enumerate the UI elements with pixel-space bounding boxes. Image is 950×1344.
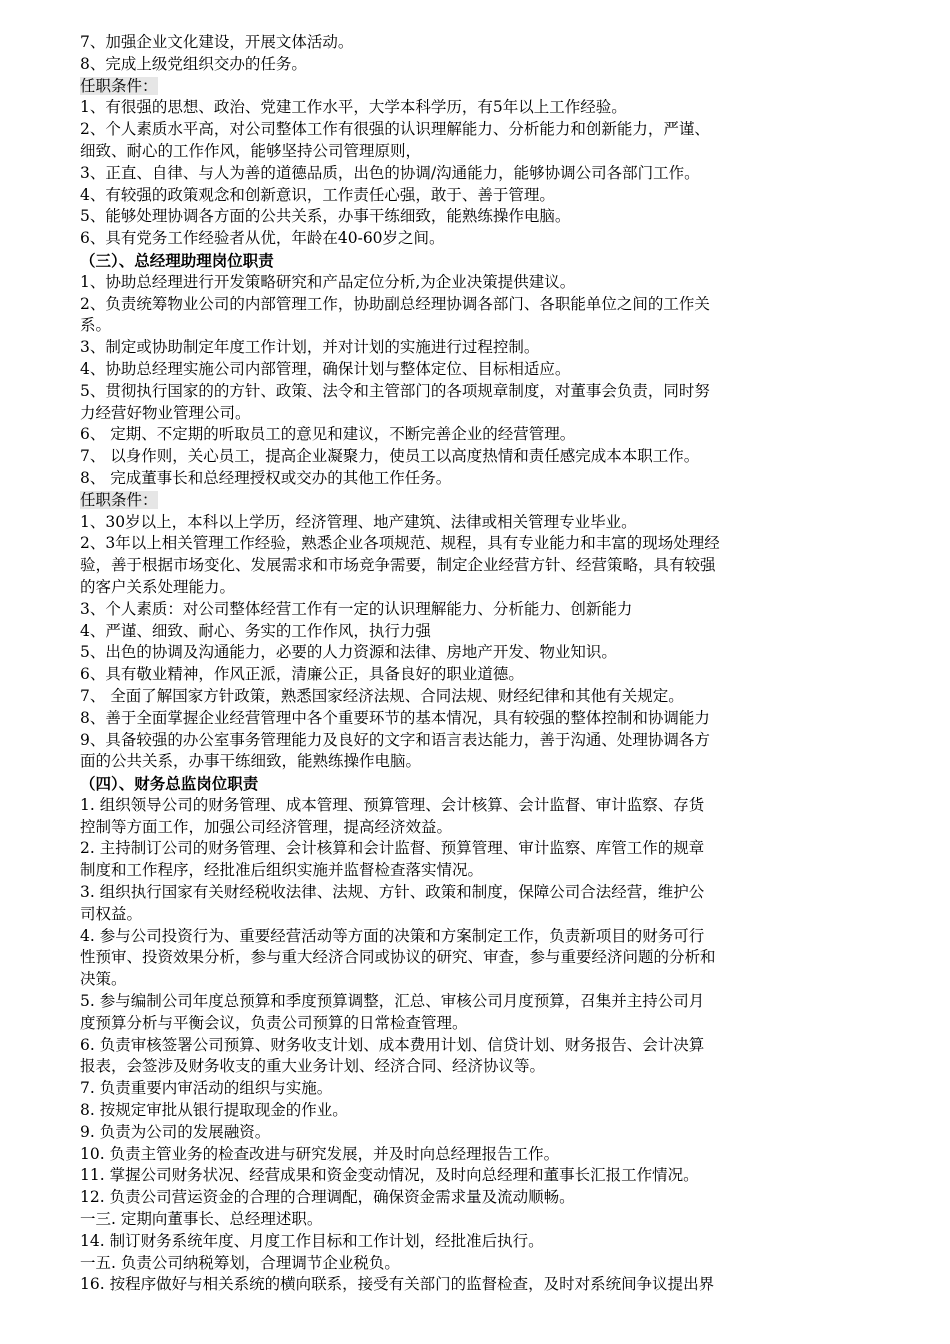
line-text: 报表，会签涉及财务收支的重大业务计划、经济合同、经济协议等。 [80,1057,546,1076]
line-text: 5. 参与编制公司年度总预算和季度预算调整，汇总、审核公司月度预算，召集并主持公司月 [80,992,705,1011]
line-text: 9、具备较强的办公室事务管理能力及良好的文字和语言表达能力，善于沟通、处理协调各方 [80,730,710,749]
text-line [80,838,886,860]
requirements-label [80,490,886,512]
line-text: 6、具有党务工作经验者从优，年龄在40-60岁之间。 [80,229,445,248]
text-line [80,424,886,446]
line-text: 5、出色的协调及沟通能力，必要的人力资源和法律、房地产开发、物业知识。 [80,643,617,662]
text-line [80,947,886,969]
line-text: 4、严谨、细致、耐心、务实的工作作风，执行力强 [80,621,431,640]
line-text: 8、完成上级党组织交办的任务。 [80,54,307,73]
line-text: 16. 按程序做好与相关系统的横向联系，接受有关部门的监督检查，及时对系统间争议提出界 [80,1275,715,1294]
line-text: 5、能够处理协调各方面的公共关系，办事干练细致，能熟练操作电脑。 [80,207,571,226]
text-line [80,1144,886,1166]
line-text: 1、协助总经理进行开发策略研究和产品定位分析,为企业决策提供建议。 [80,272,576,291]
line-text: 4、有较强的政策观念和创新意识，工作责任心强，敢于、善于管理。 [80,185,555,204]
line-text: （四）、财务总监岗位职责 [80,774,259,794]
line-text: 8. 按规定审批从银行提取现金的作业。 [80,1101,348,1120]
line-text: 决策。 [80,970,127,989]
line-text: 8、 完成董事长和总经理授权或交办的其他工作任务。 [80,468,452,487]
text-line [80,1035,886,1057]
text-line [80,1253,886,1275]
line-text: 一三. 定期向董事长、总经理述职。 [80,1210,323,1229]
line-text: 任职条件： [80,76,158,95]
text-line [80,512,886,534]
line-text: 6、具有敬业精神，作风正派，清廉公正，具备良好的职业道德。 [80,665,524,684]
line-text: 3、个人素质：对公司整体经营工作有一定的认识理解能力、分析能力、创新能力 [80,599,633,618]
line-text: 6. 负责审核签署公司预算、财务收支计划、成本费用计划、信贷计划、财务报告、会计决算 [80,1035,705,1054]
text-line [80,294,886,316]
text-line [80,577,886,599]
line-text: 1. 组织领导公司的财务管理、成本管理、预算管理、会计核算、会计监督、审计监察、存货 [80,795,705,814]
text-line [80,708,886,730]
line-text: 2. 主持制订公司的财务管理、会计核算和会计监督、预算管理、审计监察、库管工作的规章 [80,839,705,858]
text-line [80,359,886,381]
section-heading [80,250,886,272]
text-line [80,795,886,817]
line-text: 2、个人素质水平高，对公司整体工作有很强的认识理解能力、分析能力和创新能力，严谨、 [80,120,710,139]
text-line [80,599,886,621]
text-line [80,926,886,948]
text-line [80,32,886,54]
line-text: 验，善于根据市场变化、发展需求和市场竞争需要，制定企业经营方针、经营策略，具有较强 [80,556,716,575]
line-text: 力经营好物业管理公司。 [80,403,251,422]
text-line [80,163,886,185]
text-line [80,403,886,425]
requirements-label [80,76,886,98]
text-line [80,141,886,163]
line-text: 3、制定或协助制定年度工作计划，并对计划的实施进行过程控制。 [80,338,540,357]
text-line [80,1122,886,1144]
line-text: 7、 以身作则，关心员工，提高企业凝聚力，使员工以高度热情和责任感完成本本职工作。 [80,447,700,466]
line-text: 细致、耐心的工作作风，能够坚持公司管理原则， [80,141,422,160]
text-line [80,860,886,882]
line-text: 11. 掌握公司财务状况、经营成果和资金变动情况，及时向总经理和董事长汇报工作情况。 [80,1166,699,1185]
text-line [80,969,886,991]
text-line [80,904,886,926]
line-text: 4. 参与公司投资行为、重要经营活动等方面的决策和方案制定工作，负责新项目的财务可行 [80,926,705,945]
line-text: 6、 定期、不定期的听取员工的意见和建议，不断完善企业的经营管理。 [80,425,576,444]
line-text: 度预算分析与平衡会议，负责公司预算的日常检查管理。 [80,1013,468,1032]
text-line [80,1100,886,1122]
line-text: 2、负责统筹物业公司的内部管理工作，协助副总经理协调各部门、各职能单位之间的工作关 [80,294,710,313]
line-text: 制度和工作程序，经批准后组织实施并监督检查落实情况。 [80,861,484,880]
text-line [80,686,886,708]
text-line [80,272,886,294]
text-line [80,1187,886,1209]
line-text: 性预审、投资效果分析，参与重大经济合同或协议的研究、审查，参与重要经济问题的分析和 [80,948,716,967]
line-text: 面的公共关系，办事干练细致，能熟练操作电脑。 [80,752,422,771]
text-line [80,1231,886,1253]
line-text: 系。 [80,316,112,335]
text-line [80,54,886,76]
line-text: 2、3年以上相关管理工作经验，熟悉企业各项规范、规程，具有专业能力和丰富的现场处理经 [80,534,720,553]
text-line [80,315,886,337]
line-text: 1、有很强的思想、政治、党建工作水平，大学本科学历，有5年以上工作经验。 [80,98,627,117]
section-heading [80,773,886,795]
text-line [80,817,886,839]
text-line [80,381,886,403]
line-text: 12. 负责公司营运资金的合理的合理调配，确保资金需求量及流动顺畅。 [80,1188,575,1207]
text-line [80,337,886,359]
line-text: 一五. 负责公司纳税筹划，合理调节企业税负。 [80,1253,400,1272]
text-line [80,991,886,1013]
text-line [80,185,886,207]
text-line [80,228,886,250]
line-text: （三）、总经理助理岗位职责 [80,250,274,270]
text-line [80,1209,886,1231]
line-text: 10. 负责主管业务的检查改进与研究发展，并及时向总经理报告工作。 [80,1144,560,1163]
text-line [80,1013,886,1035]
line-text: 控制等方面工作，加强公司经济管理，提高经济效益。 [80,817,453,836]
line-text: 1、30岁以上，本科以上学历，经济管理、地产建筑、法律或相关管理专业毕业。 [80,512,637,531]
line-text: 9. 负责为公司的发展融资。 [80,1122,271,1141]
text-line [80,621,886,643]
line-text: 3、正直、自律、与人为善的道德品质，出色的协调/沟通能力，能够协调公司各部门工作。 [80,163,700,182]
line-text: 4、协助总经理实施公司内部管理，确保计划与整体定位、目标相适应。 [80,359,571,378]
text-line [80,206,886,228]
text-line [80,555,886,577]
line-text: 任职条件： [80,490,158,509]
text-line [80,97,886,119]
text-line [80,882,886,904]
line-text: 7、加强企业文化建设，开展文体活动。 [80,33,354,51]
line-text: 7、 全面了解国家方针政策，熟悉国家经济法规、合同法规、财经纪律和其他有关规定。 [80,686,684,705]
text-line [80,642,886,664]
line-text: 3. 组织执行国家有关财经税收法律、法规、方针、政策和制度，保障公司合法经营，维护公 [80,883,705,902]
line-text: 的客户关系处理能力。 [80,577,236,596]
text-line [80,1078,886,1100]
text-line [80,1274,886,1296]
line-text: 司权益。 [80,904,143,923]
line-text: 7. 负责重要内审活动的组织与实施。 [80,1079,333,1098]
line-text: 14. 制订财务系统年度、月度工作目标和工作计划，经批准后执行。 [80,1231,544,1250]
line-text: 5、贯彻执行国家的的方针、政策、法令和主管部门的各项规章制度，对董事会负责，同时努 [80,381,710,400]
text-line [80,533,886,555]
text-line [80,730,886,752]
text-line [80,664,886,686]
text-line [80,751,886,773]
text-line [80,1165,886,1187]
text-line [80,446,886,468]
text-line [80,119,886,141]
line-text: 8、善于全面掌握企业经营管理中各个重要环节的基本情况，具有较强的整体控制和协调能力 [80,708,710,727]
text-line [80,468,886,490]
text-line [80,1056,886,1078]
